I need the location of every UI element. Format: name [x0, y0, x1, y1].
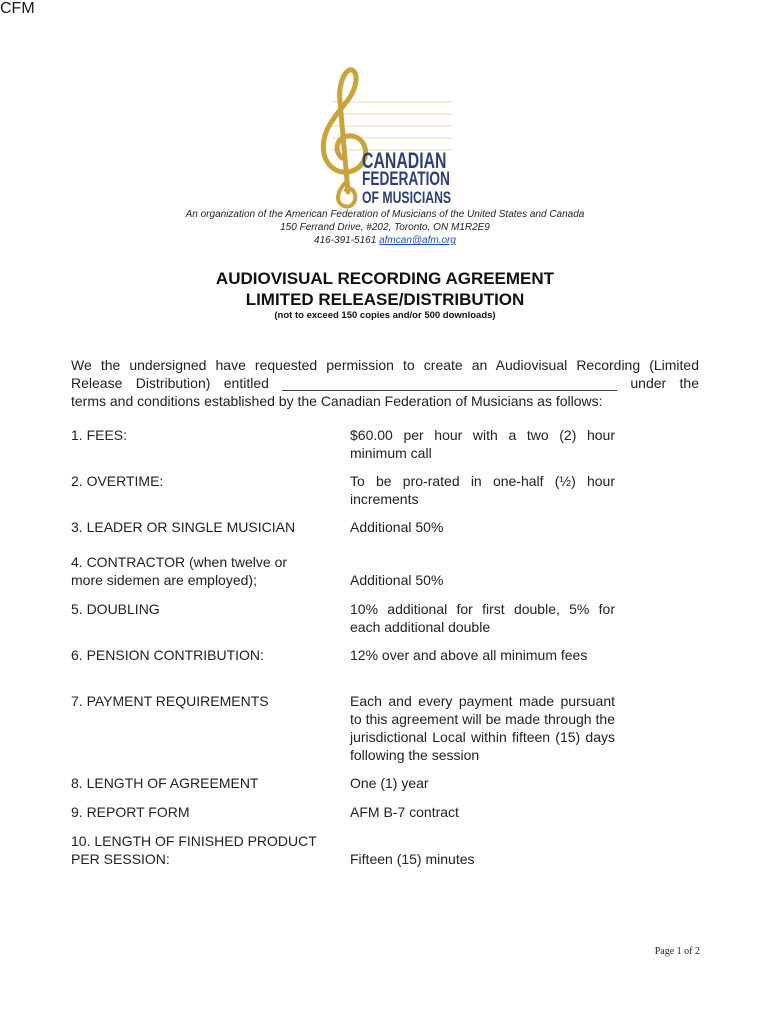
organization-line: An organization of the American Federation of Musicians of the United States and Canada [185, 209, 585, 220]
term-label-contractor: 4. CONTRACTOR (when twelve or more sidemen are employed); [71, 554, 288, 588]
intro-paragraph [71, 356, 699, 410]
page-number: Page 1 of 2 [654, 946, 700, 957]
term-label-finished-product: 10. LENGTH OF FINISHED PRODUCT PER SESSION: [71, 833, 317, 867]
logo-letters: CFM [0, 0, 35, 17]
term-value-finished-product: Fifteen (15) minutes [350, 851, 475, 867]
title-line-2: LIMITED RELEASE/DISTRIBUTION [245, 290, 525, 309]
title-line-1: AUDIOVISUAL RECORDING AGREEMENT [215, 269, 555, 288]
intro-line-3: terms and conditions established by the Canadian Federation of Musicians as follows: [71, 393, 603, 409]
term-label-fees: 1. FEES: [71, 427, 128, 443]
cfm-logo [0, 0, 770, 207]
intro-line-1: We the undersigned have requested permission to create an Audiovisual Recording (Limited [71, 357, 699, 373]
term-label-report-form: 9. REPORT FORM [71, 804, 190, 820]
document-subtitle: (not to exceed 150 copies and/or 500 downloads) [274, 310, 496, 321]
intro-line-2: Release Distribution) entitled ___________________________________________ under the [71, 375, 699, 391]
contact-line [0, 234, 770, 247]
term-value-payment: Each and every payment made pursuant to this agreement will be made through the jurisdictional Local within fifteen (15) days following the session [350, 693, 615, 763]
term-value-fees: $60.00 per hour with a two (2) hour minimum call [350, 427, 615, 461]
term-label-pension: 6. PENSION CONTRIBUTION: [71, 647, 264, 663]
term-label-leader: 3. LEADER OR SINGLE MUSICIAN [71, 519, 296, 535]
term-value-doubling: 10% additional for first double, 5% for each additional double [350, 601, 615, 635]
term-value-overtime: To be pro-rated in one-half (½) hour increments [350, 473, 615, 507]
term-label-length-agreement: 8. LENGTH OF AGREEMENT [71, 775, 259, 791]
phone-number: 416-391-5161 [314, 235, 377, 246]
logo-line-federation: FEDERATION [362, 169, 450, 190]
term-value-report-form: AFM B-7 contract [350, 804, 459, 820]
term-value-contractor: Additional 50% [350, 572, 444, 588]
term-value-leader: Additional 50% [350, 519, 444, 535]
term-value-pension: 12% over and above all minimum fees [350, 647, 588, 663]
term-label-payment: 7. PAYMENT REQUIREMENTS [71, 693, 269, 709]
letterhead-info [0, 208, 770, 247]
address-line: 150 Ferrand Drive, #202, Toronto, ON M1R2E9 [280, 222, 490, 233]
term-label-doubling: 5. DOUBLING [71, 601, 160, 617]
term-label-overtime: 2. OVERTIME: [71, 473, 164, 489]
term-value-length-agreement: One (1) year [350, 775, 429, 791]
logo-line-of-musicians: OF MUSICIANS [362, 188, 452, 207]
logo-line-canadian: CANADIAN [362, 148, 447, 173]
email-link[interactable]: afmcan@afm.org [379, 235, 456, 246]
document-title [0, 268, 770, 310]
